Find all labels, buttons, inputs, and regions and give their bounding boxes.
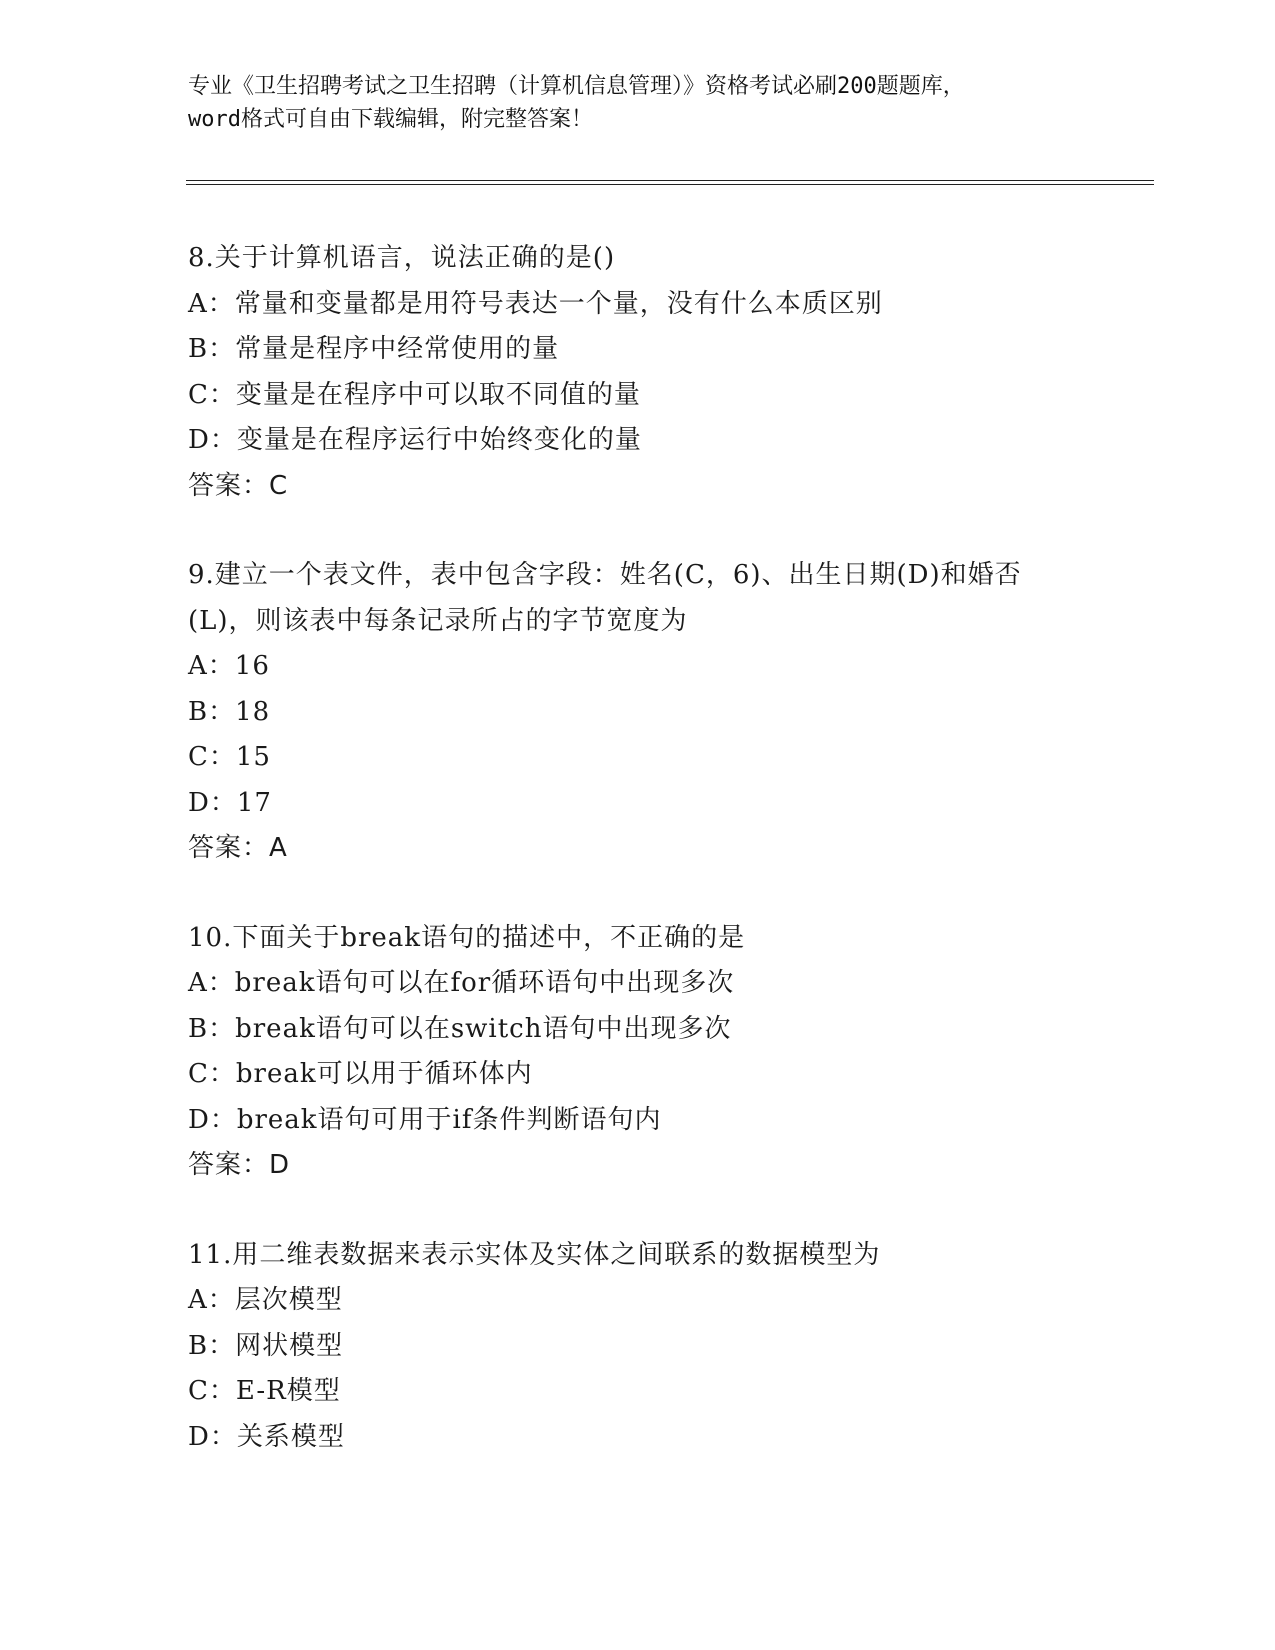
question-stem: 11.用二维表数据来表示实体及实体之间联系的数据模型为 xyxy=(188,1239,881,1270)
answer: 答案：A xyxy=(188,833,288,863)
option-a: A：break语句可以在for循环语句中出现多次 xyxy=(188,968,735,998)
document-header xyxy=(188,70,1088,136)
answer: 答案：D xyxy=(188,1150,291,1180)
question-stem: 9.建立一个表文件，表中包含字段：姓名(C，6)、出生日期(D)和婚否 xyxy=(188,560,1022,590)
question-stem: 10.下面关于break语句的描述中，不正确的是 xyxy=(188,922,746,953)
question-10 xyxy=(188,916,1088,1189)
option-d: D：关系模型 xyxy=(188,1421,345,1452)
option-b: B：break语句可以在switch语句中出现多次 xyxy=(188,1013,732,1044)
option-b: B：常量是程序中经常使用的量 xyxy=(188,334,560,364)
question-11 xyxy=(188,1233,1088,1461)
option-d: D：17 xyxy=(188,787,272,818)
option-a: A：层次模型 xyxy=(188,1285,343,1315)
question-8 xyxy=(188,236,1088,509)
header-line-2: word格式可自由下载编辑，附完整答案！ xyxy=(188,107,593,132)
option-b: B：网状模型 xyxy=(188,1330,344,1361)
option-c: C：变量是在程序中可以取不同值的量 xyxy=(188,379,641,410)
header-line-1: 专业《卫生招聘考试之卫生招聘（计算机信息管理）》资格考试必刷200题题库， xyxy=(188,74,965,99)
question-stem-continued: (L)，则该表中每条记录所占的字节宽度为 xyxy=(188,605,688,636)
option-a: A：常量和变量都是用符号表达一个量，没有什么本质区别 xyxy=(188,288,883,319)
question-9 xyxy=(188,553,1088,872)
option-b: B：18 xyxy=(188,696,271,727)
option-a: A：16 xyxy=(188,651,270,681)
question-stem: 8.关于计算机语言，说法正确的是() xyxy=(188,243,616,273)
question-list xyxy=(188,236,1088,1504)
option-d: D：break语句可用于if条件判断语句内 xyxy=(188,1104,662,1135)
header-rule-bottom xyxy=(186,184,1154,185)
option-c: C：15 xyxy=(188,742,271,772)
option-c: C：E-R模型 xyxy=(188,1376,341,1406)
answer: 答案：C xyxy=(188,470,289,501)
header-rule-top xyxy=(186,180,1154,181)
option-c: C：break可以用于循环体内 xyxy=(188,1059,533,1089)
option-d: D：变量是在程序运行中始终变化的量 xyxy=(188,425,642,455)
